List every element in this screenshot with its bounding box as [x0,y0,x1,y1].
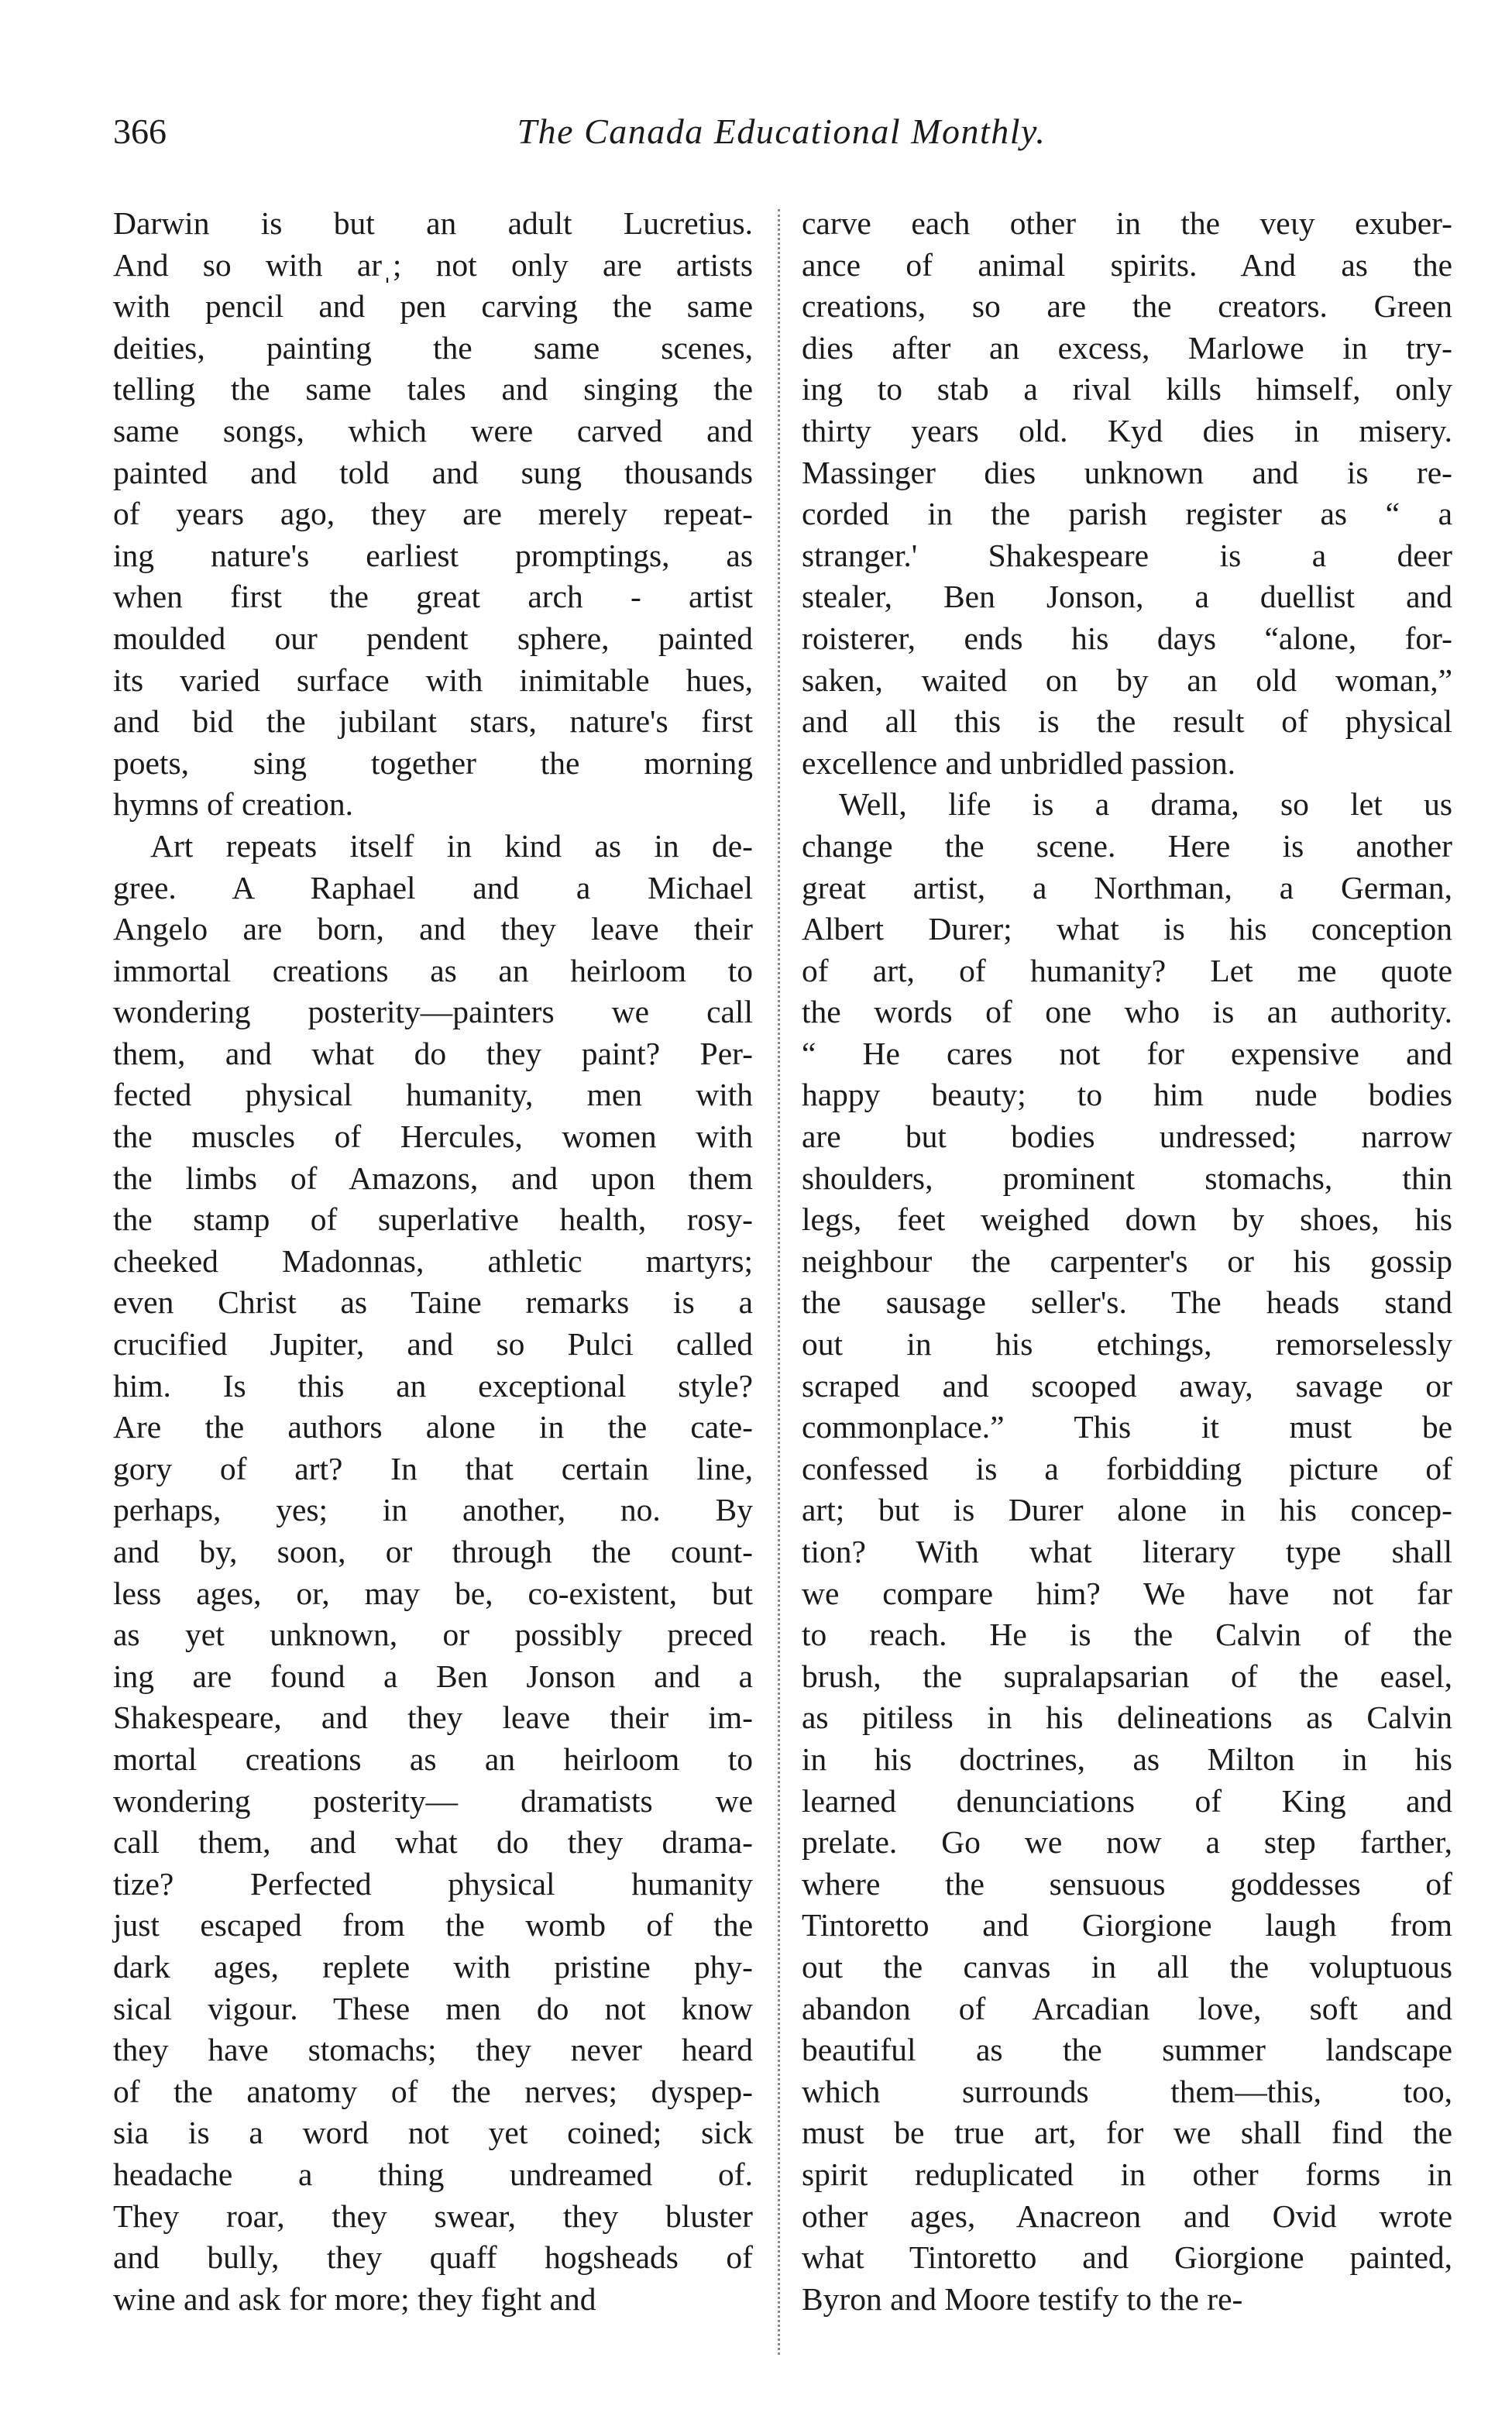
left-text-column [113,203,753,2320]
text-line: learned denunciations of King and [802,1782,1452,1819]
text-line: creations, so are the creators. Green [802,288,1452,325]
text-line: and all this is the result of physical [802,703,1452,740]
text-line: when first the great arch - artist [113,579,753,615]
text-line: corded in the parish register as “ a [802,496,1452,532]
text-line: are but bodies undressed; narrow [802,1119,1452,1155]
text-line: as yet unknown, or possibly preced [113,1617,753,1653]
running-title: The Canada Educational Monthly. [517,112,1046,151]
text-line: the words of one who is an authority. [802,994,1452,1030]
text-line: they have stomachs; they never heard [113,2032,753,2068]
text-line: Art repeats itself in kind as in de- [150,827,753,864]
text-line: Are the authors alone in the cate- [113,1409,753,1445]
text-line: deities, painting the same scenes, [113,329,753,366]
text-line: confessed is a forbidding picture of [802,1450,1452,1486]
text-line: They roar, they swear, they bluster [113,2198,753,2234]
text-line: commonplace.” This it must be [802,1409,1452,1445]
column-divider [778,209,780,2355]
text-line: fected physical humanity, men with [113,1077,753,1113]
text-line: sical vigour. These men do not know [113,1990,753,2026]
text-line: ing nature's earliest promptings, as [113,537,753,573]
text-line: immortal creations as an heirloom to [113,952,753,988]
text-line: the sausage seller's. The heads stand [802,1284,1452,1321]
text-line: Darwin is but an adult Lucretius. [113,205,753,241]
text-line: what Tintoretto and Giorgione painted, [802,2239,1452,2276]
page-number: 366 [113,112,167,151]
text-line: Shakespeare, and they leave their im- [113,1699,753,1736]
text-line: out the canvas in all the voluptuous [802,1948,1452,1985]
text-line: Massinger dies unknown and is re- [802,454,1452,490]
text-line: ing are found a Ben Jonson and a [113,1658,753,1694]
text-line: we compare him? We have not far [802,1575,1452,1611]
text-line: abandon of Arcadian love, soft and [802,1990,1452,2026]
text-line: which surrounds them—this, too, [802,2073,1452,2109]
text-line: wondering posterity—painters we call [113,994,753,1030]
page-header [113,108,1450,163]
text-line: even Christ as Taine remarks is a [113,1284,753,1321]
text-line: of art, of humanity? Let me quote [802,952,1452,988]
text-line: neighbour the carpenter's or his gossip [802,1242,1452,1279]
text-line: less ages, or, may be, co-existent, but [113,1575,753,1611]
text-line: brush, the supralapsarian of the easel, [802,1658,1452,1694]
text-line: great artist, a Northman, a German, [802,869,1452,906]
text-line: its varied surface with inimitable hues, [113,662,753,698]
text-line: in his doctrines, as Milton in his [802,1741,1452,1777]
text-line: wondering posterity— dramatists we [113,1782,753,1819]
text-line: of years ago, they are merely repeat- [113,496,753,532]
text-line: carve each other in the veɩy exuber- [802,205,1452,241]
text-line: where the sensuous goddesses of [802,1865,1452,1902]
text-line: headache a thing undreamed of. [113,2156,753,2192]
text-line: gree. A Raphael and a Michael [113,869,753,906]
text-line: the stamp of superlative health, rosy- [113,1201,753,1238]
text-line: and by, soon, or through the count- [113,1534,753,1569]
text-line: happy beauty; to him nude bodies [802,1077,1452,1113]
text-line: Albert Durer; what is his conception [802,911,1452,947]
text-line: as pitiless in his delineations as Calvin [802,1699,1452,1736]
text-line: them, and what do they paint? Per- [113,1035,753,1071]
text-line: with pencil and pen carving the same [113,288,753,325]
text-line: roisterer, ends his days “alone, for- [802,620,1452,656]
text-line: Tintoretto and Giorgione laugh from [802,1907,1452,1943]
text-line: must be true art, for we shall find the [802,2115,1452,2151]
text-line: ance of animal spirits. And as the [802,246,1452,283]
text-line: and bully, they quaff hogsheads of [113,2239,753,2276]
text-line: Well, life is a drama, so let us [839,786,1452,823]
text-line: cheeked Madonnas, athletic martyrs; [113,1242,753,1279]
text-line: telling the same tales and singing the [113,371,753,407]
text-line: “ He cares not for expensive and [802,1035,1452,1071]
text-line: other ages, Anacreon and Ovid wrote [802,2198,1452,2234]
right-text-column [802,203,1452,2320]
text-line: prelate. Go we now a step farther, [802,1824,1452,1861]
text-line: to reach. He is the Calvin of the [802,1617,1452,1653]
text-line: dark ages, replete with pristine phy- [113,1948,753,1985]
text-line: Byron and Moore testify to the re- [802,2280,1243,2317]
text-line: mortal creations as an heirloom to [113,1741,753,1777]
text-line: art; but is Durer alone in his concep- [802,1492,1452,1528]
text-line: and bid the jubilant stars, nature's first [113,703,753,740]
text-line: perhaps, yes; in another, no. By [113,1492,753,1528]
text-line: dies after an excess, Marlowe in try- [802,329,1452,366]
text-line: stealer, Ben Jonson, a duellist and [802,579,1452,615]
text-line: him. Is this an exceptional style? [113,1367,753,1404]
text-line: And so with arˌ; not only are artists [113,246,753,283]
text-line: the muscles of Hercules, women with [113,1119,753,1155]
text-line: sia is a word not yet coined; sick [113,2115,753,2151]
text-line: scraped and scooped away, savage or [802,1367,1452,1404]
text-line: just escaped from the womb of the [113,1907,753,1943]
text-line: change the scene. Here is another [802,827,1452,864]
text-line: tize? Perfected physical humanity [113,1865,753,1902]
text-line: spirit reduplicated in other forms in [802,2156,1452,2192]
text-line: poets, sing together the morning [113,744,753,781]
text-line: Angelo are born, and they leave their [113,911,753,947]
text-line: of the anatomy of the nerves; dyspep- [113,2073,753,2109]
text-line: gory of art? In that certain line, [113,1450,753,1486]
text-line: moulded our pendent sphere, painted [113,620,753,656]
text-line: tion? With what literary type shall [802,1534,1452,1569]
text-line: same songs, which were carved and [113,412,753,448]
text-line: legs, feet weighed down by shoes, his [802,1201,1452,1238]
text-line: crucified Jupiter, and so Pulci called [113,1326,753,1363]
text-line: painted and told and sung thousands [113,454,753,490]
text-line: wine and ask for more; they fight and [113,2280,596,2317]
text-line: ing to stab a rival kills himself, only [802,371,1452,407]
text-line: the limbs of Amazons, and upon them [113,1160,753,1196]
text-line: excellence and unbridled passion. [802,744,1236,781]
text-line: shoulders, prominent stomachs, thin [802,1160,1452,1196]
text-line: out in his etchings, remorselessly [802,1326,1452,1363]
text-line: call them, and what do they drama- [113,1824,753,1861]
text-line: thirty years old. Kyd dies in misery. [802,412,1452,448]
text-line: beautiful as the summer landscape [802,2032,1452,2068]
text-line: hymns of creation. [113,786,354,823]
text-line: stranger.' Shakespeare is a deer [802,537,1452,573]
text-line: saken, waited on by an old woman,” [802,662,1452,698]
